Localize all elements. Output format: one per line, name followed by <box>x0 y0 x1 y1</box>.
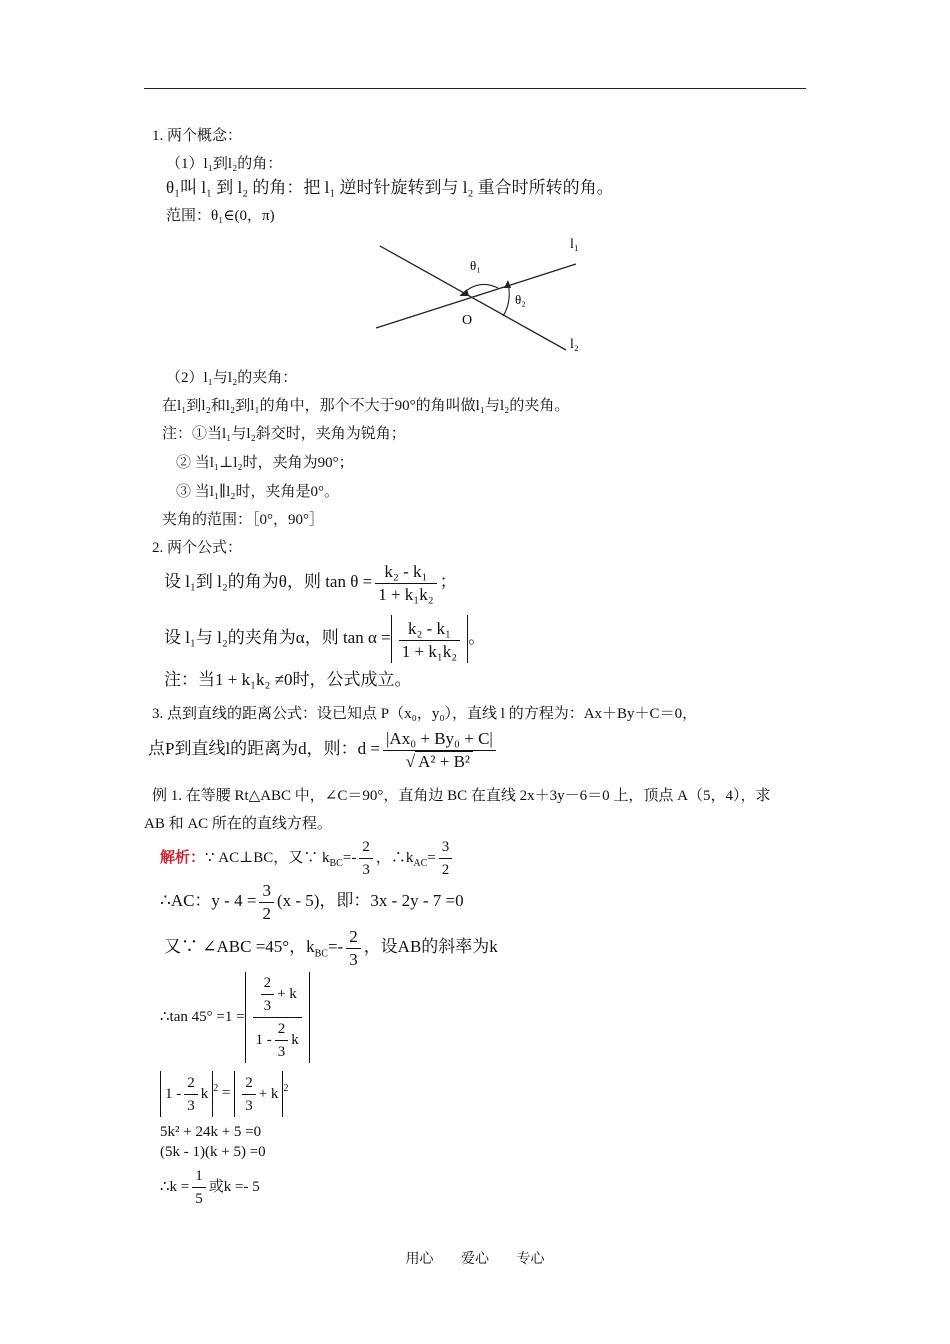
distance-denominator: √ A² + B² <box>383 751 496 773</box>
step4-num-fraction <box>261 972 275 1017</box>
step1-fraction-2 <box>439 836 453 881</box>
step4-big-fraction <box>253 972 302 1063</box>
example-1-line-2: AB 和 AC 所在的直线方程。 <box>144 816 332 832</box>
step5-ad: 3 <box>187 1097 195 1114</box>
step3-num: 2 <box>346 926 361 949</box>
step2-num: 3 <box>259 880 274 903</box>
solution-step-7: (5k - 1)(k + 5) =0 <box>160 1144 266 1160</box>
formula-2 <box>164 614 485 663</box>
solution-step-8 <box>160 1164 260 1210</box>
step5-a-fraction <box>184 1072 198 1117</box>
step4-dd: 3 <box>277 1044 286 1060</box>
formula-1-end: ； <box>439 572 457 591</box>
example-1-line-1: 例 1. 在等腰 Rt△ABC 中，∠C＝90°，直角边 BC 在直线 2x＋3y－6＝0 上，顶点 A（5，4），求 <box>152 788 771 804</box>
formula-2-denominator: 1 + k₁k₂ <box>401 641 458 661</box>
label-theta1: θ₁ <box>470 258 481 273</box>
step5-exp-right: 2 <box>283 1083 289 1094</box>
step4-big-den <box>253 1018 302 1063</box>
step8-fraction <box>192 1165 206 1210</box>
step2-den: 2 <box>262 903 271 923</box>
step5-abs-left <box>160 1071 213 1117</box>
step1-f1-den: 3 <box>362 862 370 879</box>
subsection-2-title: （2）l₁与l₂的夹角： <box>166 370 298 386</box>
step4-np: + k <box>277 985 297 1002</box>
note-1: 注：①当l₁与l₂斜交时，夹角为锐角； <box>162 426 406 442</box>
step4-dp: 1 - <box>255 1031 272 1048</box>
step5-bn: 2 <box>242 1072 256 1095</box>
step5-bd: 3 <box>245 1097 253 1114</box>
step2-fraction <box>259 880 274 925</box>
distance-fraction <box>383 728 496 773</box>
step5-abs-right <box>234 1071 283 1117</box>
formula-1-numerator: k₂ - k₁ <box>375 561 436 584</box>
step1-text-b: =- <box>342 850 357 866</box>
range-angle: 范围：θ₁∈(0，π) <box>166 208 275 224</box>
label-l1: l₁ <box>570 237 579 252</box>
formula-note: 注：当1 + k₁k₂ ≠0时，公式成立。 <box>164 670 412 689</box>
distance-formula <box>148 724 499 774</box>
formula-1-lhs: 设 l₁到 l₂的角为θ，则 tan θ = <box>164 572 373 591</box>
step1-sub-ac: AC <box>413 858 428 869</box>
step8-text-b: 或k =- 5 <box>208 1179 260 1195</box>
formula-2-abs <box>391 615 468 663</box>
step3-sub-bc: BC <box>314 948 328 960</box>
step8-text-a: ∴k = <box>160 1179 190 1195</box>
solution-step-3 <box>164 924 498 977</box>
formula-2-end: 。 <box>468 628 486 647</box>
step2-text-b: (x - 5)，即：3x - 2y - 7 =0 <box>276 891 464 910</box>
step8-num: 1 <box>192 1165 206 1188</box>
step4-abs <box>245 972 310 1063</box>
solution-step-4 <box>160 972 310 1063</box>
step1-fraction-1 <box>359 836 373 881</box>
step4-nd: 3 <box>263 998 272 1014</box>
step1-text-a: ∵ AC⊥BC，又∵ k <box>205 850 330 866</box>
step5-ak: k <box>200 1085 209 1102</box>
step1-f2-den: 2 <box>441 862 450 879</box>
step4-dk: k <box>291 1031 299 1048</box>
step5-an: 2 <box>184 1072 198 1095</box>
note-2: ② 当l₁⊥l₂时，夹角为90°； <box>176 455 354 471</box>
step5-bk: + k <box>258 1085 279 1102</box>
step5-eq: = <box>222 1085 231 1101</box>
formula-2-lhs: 设 l₁与 l₂的夹角为α，则 tan α = <box>164 628 391 647</box>
formula-2-numerator: k₂ - k₁ <box>399 618 460 641</box>
section-1-heading: 1. 两个概念： <box>152 128 243 144</box>
step1-sub-bc: BC <box>329 858 343 869</box>
definition-angle: θ₁叫 l₁ 到 l₂ 的角：把 l₁ 逆时针旋转到与 l₂ 重合时所转的角。 <box>166 178 614 197</box>
distance-numerator: |Ax₀ + By₀ + C| <box>383 728 496 751</box>
distance-formula-lhs: 点P到直线l的距离为d，则：d = <box>148 739 381 758</box>
label-origin: O <box>462 313 473 328</box>
page-footer: 用心 爱心 专心 <box>405 1252 545 1267</box>
line-l1 <box>376 264 576 328</box>
step3-den: 3 <box>349 949 358 969</box>
step5-exp-left: 2 <box>213 1083 219 1094</box>
formula-1-denominator: 1 + k₁k₂ <box>378 584 434 604</box>
step4-den-fraction <box>275 1018 289 1063</box>
step8-den: 5 <box>195 1191 203 1208</box>
formula-1-fraction <box>375 561 436 606</box>
distance-radicand: A² + B² <box>415 751 473 771</box>
step5-b-fraction <box>242 1072 256 1117</box>
arrow-theta2 <box>504 280 511 288</box>
step1-f1-num: 2 <box>359 836 373 859</box>
step3-fraction <box>346 926 361 971</box>
note-3: ③ 当l₁∥l₂时，夹角是0°。 <box>176 484 339 500</box>
formula-1 <box>164 560 457 606</box>
step4-big-num <box>253 972 302 1018</box>
angle-diagram <box>370 232 600 356</box>
step3-text-b: =- <box>327 937 344 956</box>
solution-step-5 <box>160 1066 288 1117</box>
step3-text-c: ，设AB的斜率为k <box>363 937 498 956</box>
header-rule <box>144 88 806 89</box>
section-3-heading: 3. 点到直线的距离公式：设已知点 P（x₀，y₀），直线 l 的方程为：Ax＋By＋C＝0， <box>152 706 698 722</box>
range-included-angle: 夹角的范围：［0°，90°］ <box>162 512 324 528</box>
definition-included-angle: 在l₁到l₂和l₂到l₁的角中，那个不大于90°的角叫做l₁与l₂的夹角。 <box>162 398 570 414</box>
label-theta2: θ₂ <box>515 292 526 307</box>
step4-nn: 2 <box>261 972 275 995</box>
section-2-heading: 2. 两个公式： <box>152 540 243 556</box>
formula-2-fraction <box>399 618 460 663</box>
step4-dn: 2 <box>275 1018 289 1041</box>
step3-text-a: 又∵ ∠ABC =45°，k <box>164 937 315 956</box>
step1-text-d: = <box>427 850 436 866</box>
step1-f2-num: 3 <box>439 836 453 859</box>
solution-step-2 <box>160 878 464 925</box>
step4-text-a: ∴tan 45° =1 = <box>160 1008 245 1025</box>
solution-label: 解析： <box>160 850 206 866</box>
label-l2: l₂ <box>570 337 579 352</box>
step1-text-c: ，∴k <box>375 850 414 866</box>
solution-step-6: 5k² + 24k + 5 =0 <box>160 1124 262 1140</box>
step2-text-a: ∴AC：y - 4 = <box>160 891 257 910</box>
step5-ap: 1 - <box>165 1085 182 1102</box>
subsection-1-title: （1）l₁到l₂的角： <box>166 156 283 172</box>
